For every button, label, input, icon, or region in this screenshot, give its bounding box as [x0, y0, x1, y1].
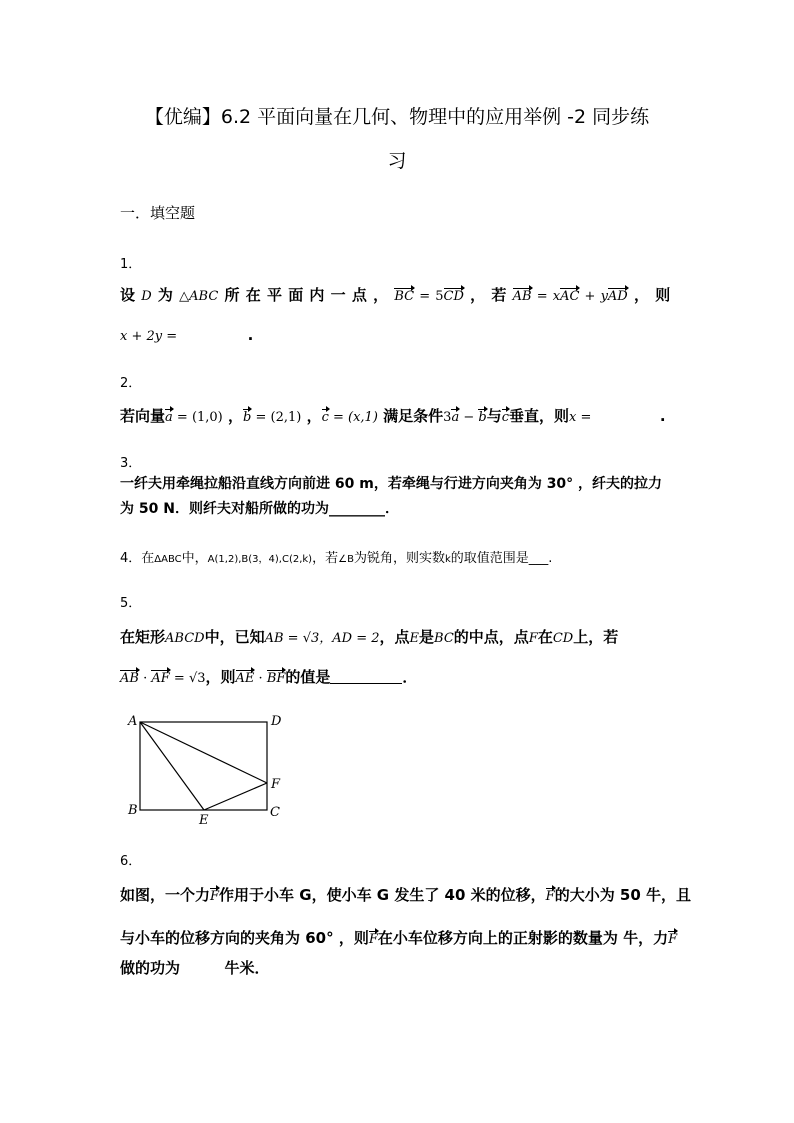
- label-e: E: [199, 813, 209, 826]
- vector-af: AF: [151, 671, 170, 686]
- question-5-line-2: AB · AF = √3，则AE · BF的值是 ．: [120, 668, 418, 686]
- label-b: B: [128, 803, 138, 818]
- vector-ad: AD: [607, 289, 628, 304]
- segment-ef: [204, 783, 267, 810]
- vector-ab: AB: [512, 289, 532, 304]
- rectangle-figure: [124, 708, 294, 826]
- vector-cd: CD: [443, 289, 464, 304]
- vector-bf: BF: [266, 671, 286, 686]
- segment-ae: [140, 722, 204, 810]
- question-3-line-2: 为 50 N．则纤夫对船所做的功为________．: [120, 501, 399, 517]
- question-5-line-1: 在矩形ABCD中，已知AB = √3，AD = 2，点E是BC的中点，点F在CD上，若: [120, 628, 619, 646]
- question-1-answer-line: x + 2y = .: [120, 326, 254, 344]
- page-title-continued: 习: [387, 150, 407, 172]
- question-number-6: 6．: [120, 854, 142, 869]
- page-title: 【优编】6.2 平面向量在几何、物理中的应用举例 -2 同步练: [144, 106, 650, 128]
- answer-blank: [330, 669, 402, 684]
- label-d: D: [271, 714, 282, 729]
- question-6-line-3: 做的功为 牛米．: [120, 959, 270, 977]
- question-1-text: 设 D 为 △ABC 所 在 平 面 内 一 点 ， BC = 5CD ， 若 AB = xAC + yAD ， 则: [120, 286, 671, 304]
- segment-af: [140, 722, 267, 783]
- question-2-text: 若向量a = (1,0) ，b = (2,1) ，c = (x,1) 满足条件3a − b与c垂直，则x = .: [120, 407, 666, 425]
- vector-b: b: [243, 410, 252, 425]
- rectangle-abcd: [140, 722, 267, 810]
- vector-c: c: [321, 410, 329, 425]
- question-number-3: 3．: [120, 456, 142, 471]
- force-f: F: [210, 889, 220, 904]
- question-3-line-1: 一纤夫用牵绳拉船沿直线方向前进 60 m，若牵绳与行进方向夹角为 30° ，纤夫的拉力: [120, 476, 663, 492]
- question-6-line-1: 如图，一个力F作用于小车 G，使小车 G 发生了 40 米的位移，F的大小为 50 牛，且: [120, 886, 692, 904]
- vector-ab: AB: [120, 671, 139, 686]
- question-number-2: 2．: [120, 376, 142, 391]
- vector-ac: AC: [560, 289, 580, 304]
- question-number-5: 5．: [120, 596, 142, 611]
- question-4-text: 4．在ΔABC中，A(1,2),B(3，4),C(2,k)，若∠B为锐角，则实数k的取值范围是___.: [120, 551, 553, 566]
- label-f: F: [271, 777, 281, 792]
- section-heading: 一．填空题: [120, 204, 196, 222]
- question-6-line-2: 与小车的位移方向的夹角为 60° ，则F在小车位移方向上的正射影的数量为 牛，力F: [120, 929, 678, 947]
- vector-ae: AE: [235, 671, 255, 686]
- question-number-1: 1．: [120, 257, 142, 272]
- vector-a: a: [165, 410, 173, 425]
- label-a: A: [128, 714, 138, 729]
- label-c: C: [270, 805, 280, 820]
- vector-bc: BC: [394, 289, 415, 304]
